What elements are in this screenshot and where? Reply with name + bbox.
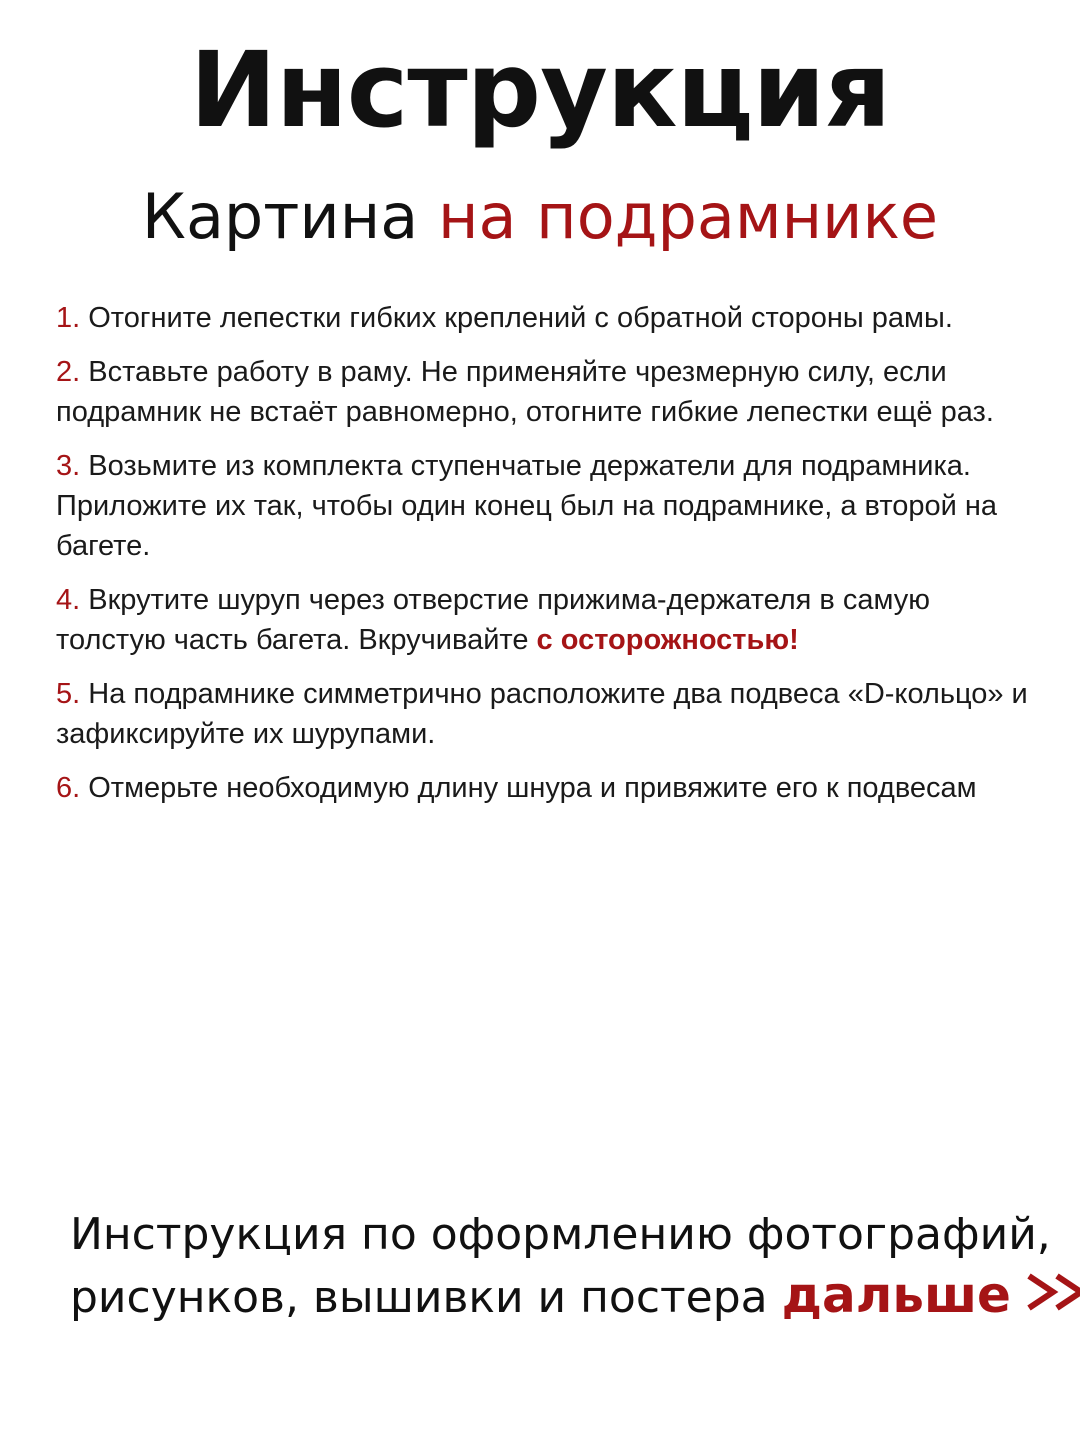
step-number: 3.: [56, 450, 81, 482]
step-3: [56, 446, 1036, 566]
page-subtitle: [0, 172, 1080, 262]
double-chevron-right-icon[interactable]: [1023, 1270, 1080, 1330]
step-text: Вкрутите шуруп через отверстие прижима-держателя в самую толстую часть багета. Вкручивайте: [56, 584, 931, 656]
step-warning: с осторожностью!: [536, 624, 799, 656]
subtitle-accent: на подрамнике: [437, 180, 939, 253]
step-5: [56, 674, 1036, 754]
step-text: Отогните лепестки гибких креплений с обратной стороны рамы.: [80, 302, 953, 334]
step-text: Отмерьте необходимую длину шнура и привяжите его к подвесам: [80, 772, 977, 804]
instruction-steps: [56, 298, 1036, 822]
step-number: 5.: [56, 678, 81, 710]
step-number: 2.: [56, 356, 81, 388]
step-6: [56, 768, 1036, 808]
footer-line-1: Инструкция по оформлению фотографий,: [70, 1209, 1051, 1260]
step-text: Возьмите из комплекта ступенчатые держатели для подрамника. Приложите их так, чтобы один конец был на подрамнике, а второй на багете.: [56, 450, 998, 562]
step-4: [56, 580, 1036, 660]
step-1: [56, 298, 1036, 338]
page-title: Инструкция: [189, 29, 891, 151]
footer-line-2: [70, 1265, 1030, 1330]
step-text: На подрамнике симметрично расположите два подвеса «D-кольцо» и зафиксируйте их шурупами.: [56, 678, 1028, 750]
step-text: Вставьте работу в раму. Не применяйте чрезмерную силу, если подрамник не встаёт равномерно, отогните гибкие лепестки ещё раз.: [56, 356, 994, 428]
footer-line-2-text: рисунков, вышивки и постера: [70, 1272, 782, 1323]
footer-note: [70, 1205, 1051, 1330]
step-number: 6.: [56, 772, 81, 804]
subtitle-main: Картина: [141, 180, 438, 253]
step-2: [56, 352, 1036, 432]
step-number: 4.: [56, 584, 81, 616]
next-link[interactable]: дальше: [781, 1266, 1011, 1324]
step-number: 1.: [56, 302, 81, 334]
